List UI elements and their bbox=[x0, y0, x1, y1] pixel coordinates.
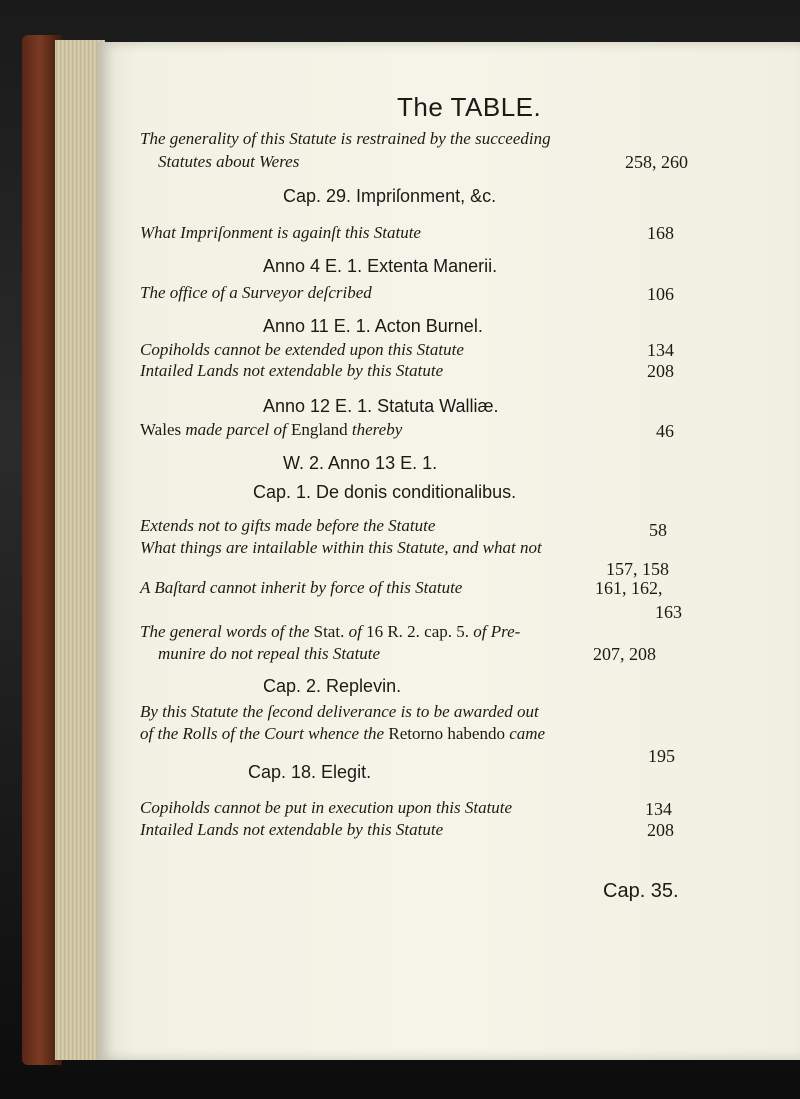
entry-text: Statutes about Weres bbox=[158, 152, 300, 171]
section-heading: Cap. 18. Elegit. bbox=[248, 762, 372, 782]
entry-text: By this Statute the ſecond deliverance is to be awarded out bbox=[140, 702, 539, 721]
entry-text-italic: of the Rolls of the Court whence the bbox=[140, 724, 385, 743]
entry-text-italic: of Pre- bbox=[473, 622, 521, 641]
page-ref: 163 bbox=[655, 602, 682, 622]
page-ref: 195 bbox=[648, 746, 675, 766]
entry-text: A Baſtard cannot inherit by force of this Statute bbox=[140, 578, 463, 597]
entry-text-roman: England bbox=[290, 420, 348, 439]
entry-text-italic: came bbox=[509, 724, 546, 743]
entry-text: Copiholds cannot be put in execution upon this Statute bbox=[140, 798, 513, 817]
entry-text bbox=[140, 724, 545, 744]
section-heading: Cap. 29. Impriſonment, &c. bbox=[283, 186, 497, 206]
entry-text-roman: Stat. bbox=[313, 622, 345, 641]
section-heading: Cap. 1. De donis conditionalibus. bbox=[253, 482, 517, 502]
entry-text-italic: The general words of the bbox=[140, 622, 310, 641]
page-ref: 157, 158 bbox=[606, 559, 669, 579]
entry-text-roman: Wales bbox=[140, 420, 182, 439]
page-ref: 258, 260 bbox=[625, 152, 688, 172]
entry-text-italic: thereby bbox=[351, 420, 403, 439]
entry-text bbox=[140, 622, 520, 642]
section-heading: Anno 11 E. 1. Acton Burnel. bbox=[263, 316, 483, 336]
entry-text: What Impriſonment is againſt this Statute bbox=[140, 223, 421, 242]
entry-text: Extends not to gifts made before the Statute bbox=[140, 516, 436, 535]
section-heading: Anno 12 E. 1. Statuta Walliæ. bbox=[263, 396, 499, 416]
entry-text-roman: Retorno habendo bbox=[388, 724, 505, 743]
entry-text: The generality of this Statute is restrained by the succeeding bbox=[140, 129, 551, 148]
entry-text: Intailed Lands not extendable by this Statute bbox=[140, 820, 444, 839]
entry-text: Copiholds cannot be extended upon this Statute bbox=[140, 340, 464, 359]
entry-text bbox=[140, 420, 402, 440]
page-ref: 168 bbox=[647, 223, 674, 243]
page-ref: 134 bbox=[645, 799, 672, 819]
entry-text-italic: of bbox=[348, 622, 362, 641]
entry-text: The office of a Surveyor deſcribed bbox=[140, 283, 372, 302]
entry-text: Intailed Lands not extendable by this Statute bbox=[140, 361, 444, 380]
page-ref: 106 bbox=[647, 284, 674, 304]
entry-text-roman: 16 R. 2. cap. 5. bbox=[366, 622, 469, 641]
entry-text-italic: made parcel of bbox=[185, 420, 287, 439]
page-ref: 208 bbox=[647, 820, 674, 840]
entry-text: munire do not repeal this Statute bbox=[158, 644, 381, 663]
page-ref: 208 bbox=[647, 361, 674, 381]
section-heading: Cap. 2. Replevin. bbox=[263, 676, 402, 696]
catchword: Cap. 35. bbox=[603, 880, 679, 902]
section-heading: W. 2. Anno 13 E. 1. bbox=[283, 453, 438, 473]
page-ref: 207, 208 bbox=[593, 644, 656, 664]
page-title: The TABLE. bbox=[397, 92, 542, 122]
page-ref: 134 bbox=[647, 340, 674, 360]
page-ref: 46 bbox=[656, 421, 674, 441]
page-ref: 58 bbox=[649, 520, 667, 540]
entry-text: What things are intailable within this Statute, and what not bbox=[140, 538, 542, 557]
page-ref: 161, 162, bbox=[595, 578, 663, 598]
section-heading: Anno 4 E. 1. Extenta Manerii. bbox=[263, 256, 498, 276]
